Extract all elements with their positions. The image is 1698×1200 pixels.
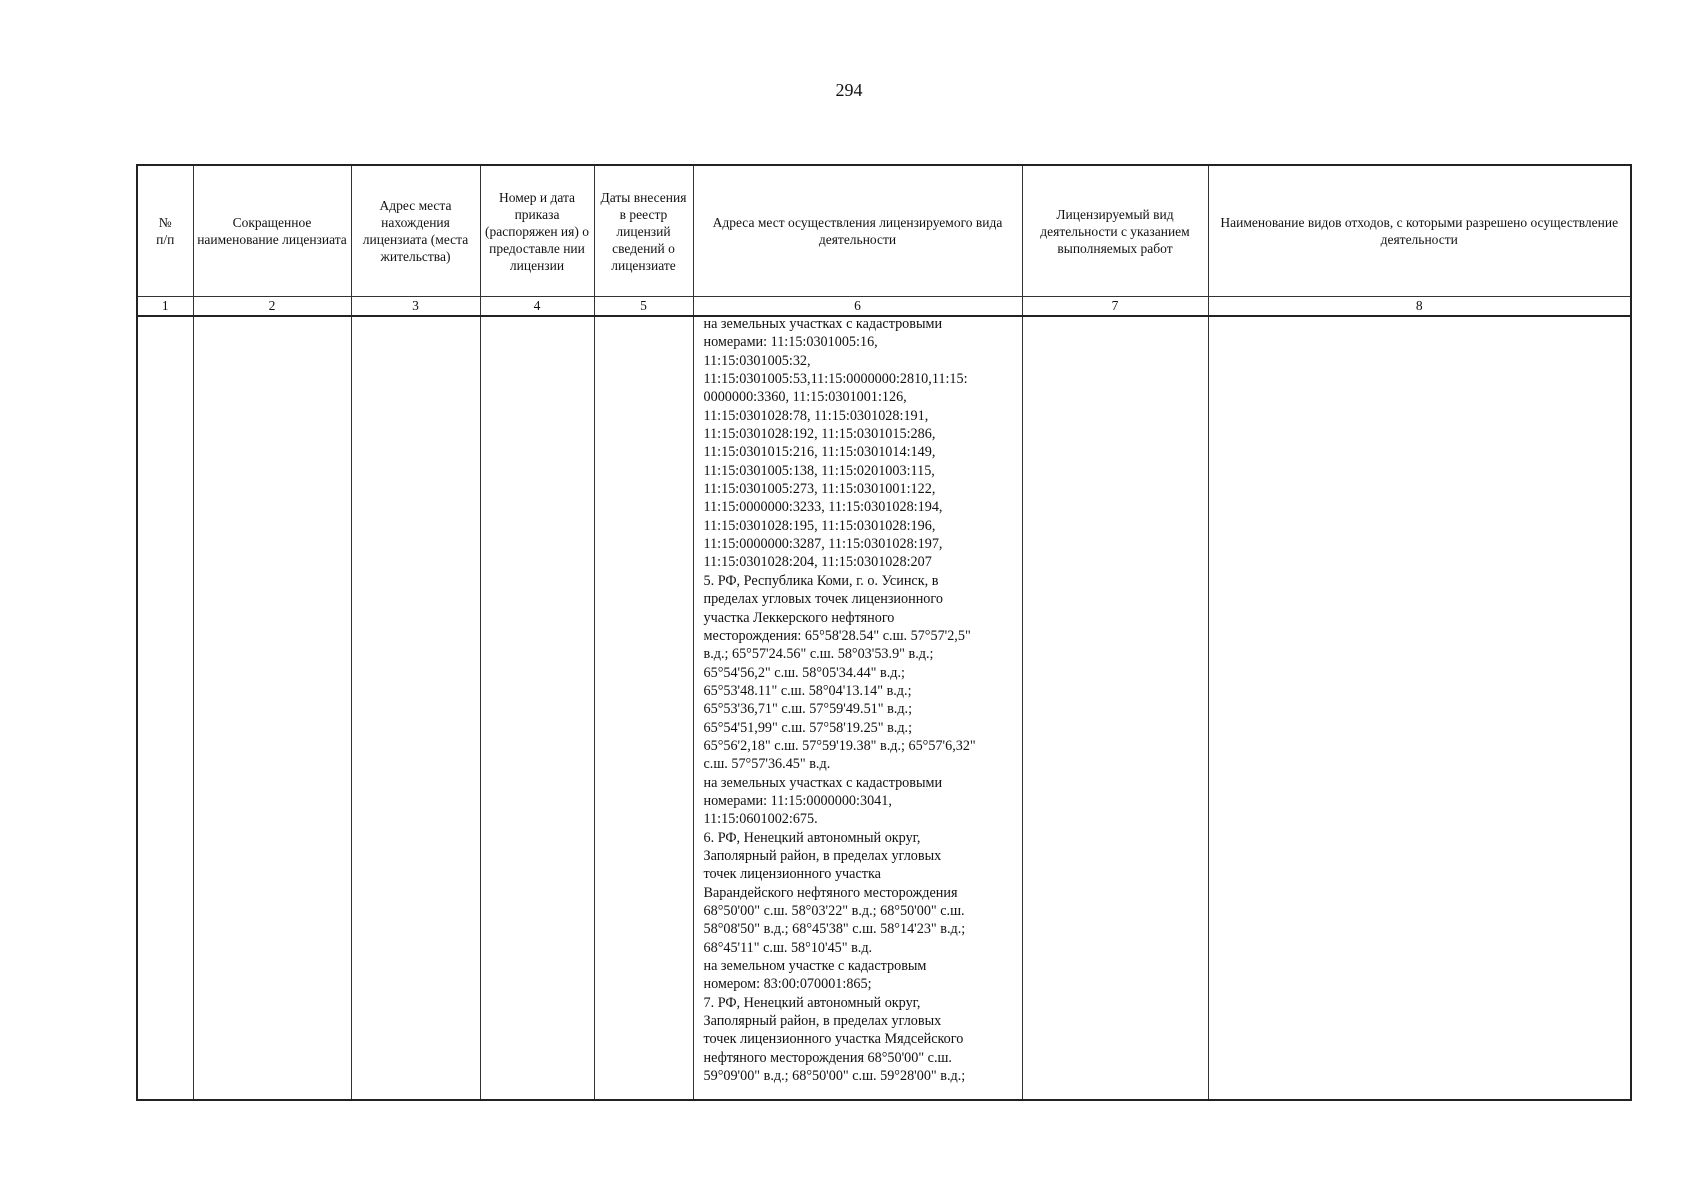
header-registry-dates: Даты внесения в реестр лицензий сведений о лицензиате xyxy=(594,165,693,297)
column-index-3: 3 xyxy=(351,297,480,317)
cell-order xyxy=(480,316,594,1100)
cell-activity-addresses xyxy=(693,316,1022,1100)
column-index-7: 7 xyxy=(1022,297,1208,317)
header-activity-addresses: Адреса мест осуществления лицензируемого вида деятельности xyxy=(693,165,1022,297)
column-index-8: 8 xyxy=(1208,297,1631,317)
header-short-name: Сокращенное наименование лицензиата xyxy=(193,165,351,297)
cell-short-name xyxy=(193,316,351,1100)
cell-waste-types xyxy=(1208,316,1631,1100)
table-row xyxy=(137,316,1631,1100)
header-address: Адрес места нахождения лицензиата (места жительства) xyxy=(351,165,480,297)
page-number: 294 xyxy=(835,80,863,100)
header-number: № п/п xyxy=(137,165,193,297)
cell-number xyxy=(137,316,193,1100)
license-register-table xyxy=(136,164,1632,1101)
column-index-1: 1 xyxy=(137,297,193,317)
column-index-4: 4 xyxy=(480,297,594,317)
column-index-row xyxy=(137,297,1631,317)
column-index-6: 6 xyxy=(693,297,1022,317)
header-row xyxy=(137,165,1631,297)
header-waste-types: Наименование видов отходов, с которыми разрешено осуществление деятельности xyxy=(1208,165,1631,297)
column-index-2: 2 xyxy=(193,297,351,317)
cell-licensed-activity xyxy=(1022,316,1208,1100)
column-index-5: 5 xyxy=(594,297,693,317)
cell-registry-dates xyxy=(594,316,693,1100)
header-licensed-activity: Лицензируемый вид деятельности с указанием выполняемых работ xyxy=(1022,165,1208,297)
header-order: Номер и дата приказа (распоряжен ия) о предоставле нии лицензии xyxy=(480,165,594,297)
cell-address xyxy=(351,316,480,1100)
activity-addresses-text: на земельных участках с кадастровыми номерами: 11:15:0301005:16, 11:15:0301005:32, 11:15:0301005:53,11:15:0000000:2810,11:15: 0000000:3360, 11:15:0301001:126, 11:15:0301028:78, 11:15:0301028:191, 11:15:0301028:192, 11:15:0301015:286, 11:15:0301015:216, 11:15:0301014:149, 11:15:0301005:138, 11:15:0201003:115, 11:15:0301005:273, 11:15:0301001:122, 11:15:0000000:3233, 11:15:0301028:194, 11:15:0301028:195, 11:15:0301028:196, 11:15:0000000:3287, 11:15:0301028:197, 11:15:0301028:204, 11:15:0301028:207 5. РФ, Республика Коми, г. о. Усинск, в пределах угловых точек лицензионного участка Леккерского нефтяного месторождения: 65°58'28.54" с.ш. 57°57'2,5" в.д.; 65°57'24.56" с.ш. 58°03'53.9" в.д.; 65°54'56,2" с.ш. 58°05'34.44" в.д.; 65°53'48.11" с.ш. 58°04'13.14" в.д.; 65°53'36,71" с.ш. 57°59'49.51" в.д.; 65°54'51,99" с.ш. 57°58'19.25" в.д.; 65°56'2,18" с.ш. 57°59'19.38" в.д.; 65°57'6,32" с.ш. 57°57'36.45" в.д. на земельных участках с кадастровыми номерами: 11:15:0000000:3041, 11:15:0601002:675. 6. РФ, Ненецкий автономный округ, Заполярный район, в пределах угловых точек лицензионного участка Варандейского нефтяного месторождения 68°50'00" с.ш. 58°03'22" в.д.; 68°50'00" с.ш. 58°08'50" в.д.; 68°45'38" с.ш. 58°14'23" в.д.; 68°45'11" с.ш. 58°10'45" в.д. на земельном участке с кадастровым номером: 83:00:070001:865; 7. РФ, Ненецкий автономный округ, Заполярный район, в пределах угловых точек лицензионного участка Мядсейского нефтяного месторождения 68°50'00" с.ш. 59°09'00" в.д.; 68°50'00" с.ш. 59°28'00" в.д.; xyxy=(703,316,976,1085)
